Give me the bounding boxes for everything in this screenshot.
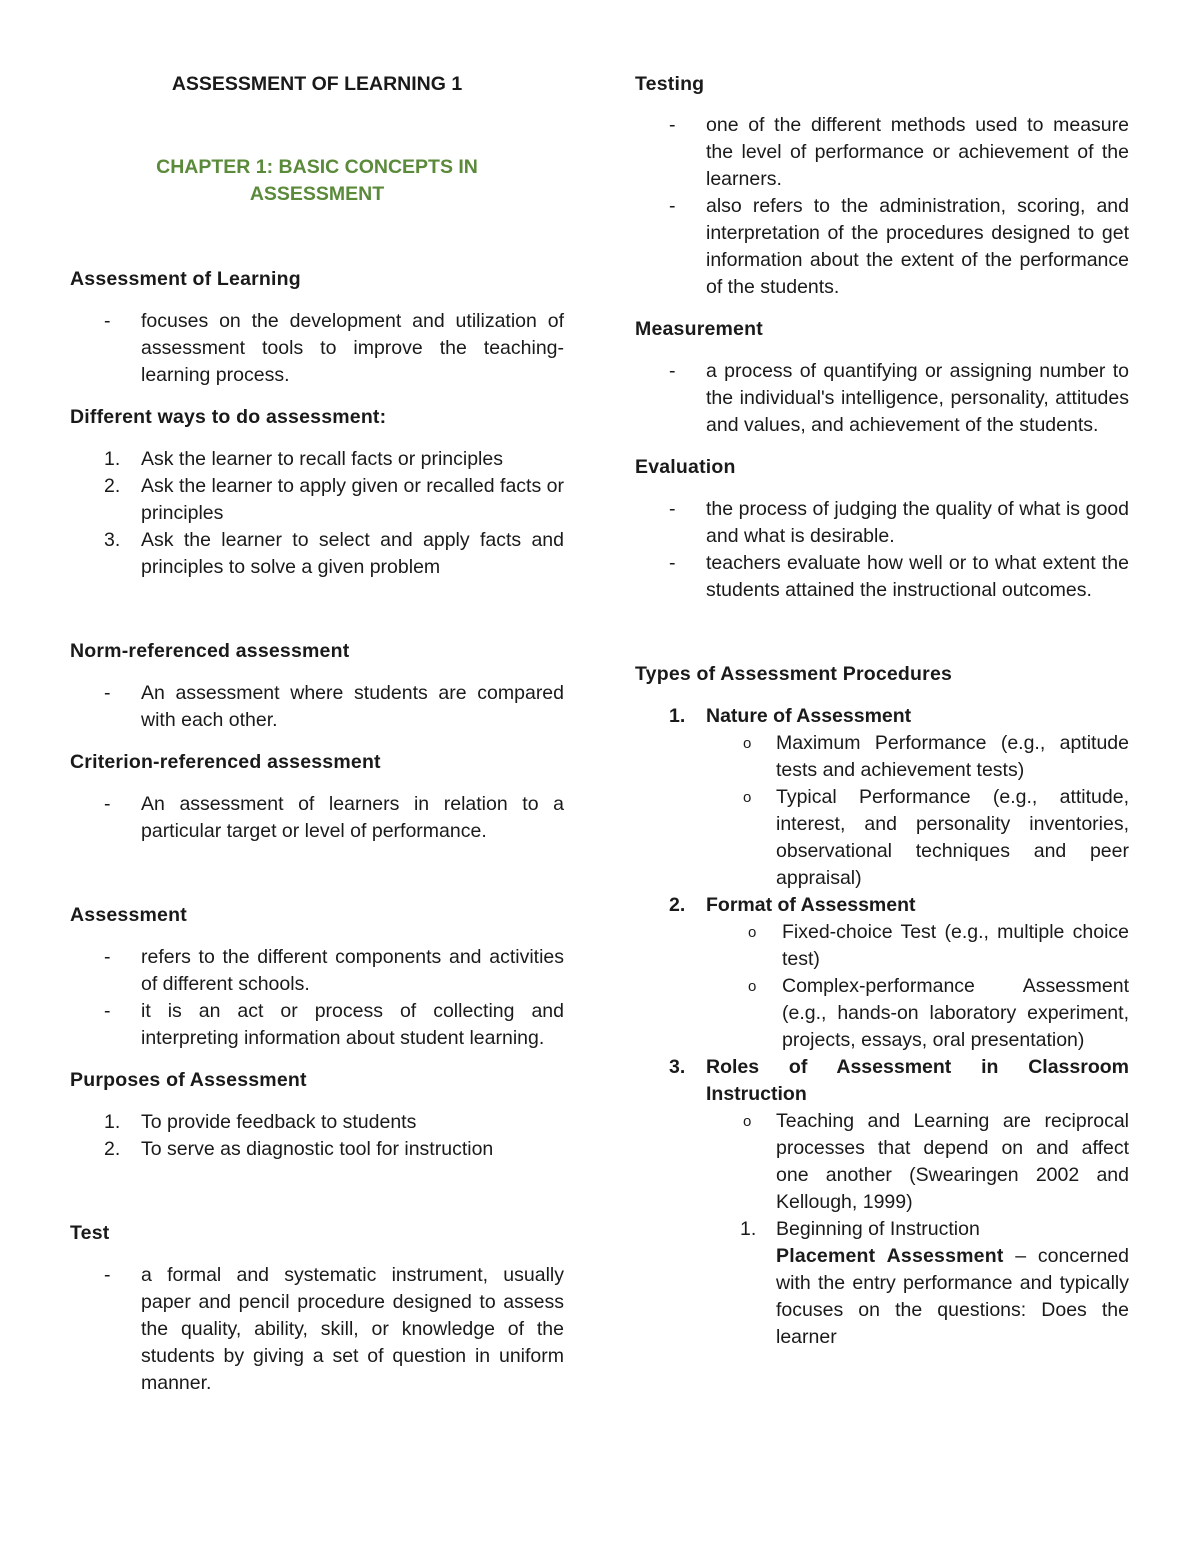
list-item: o Fixed-choice Test (e.g., multiple choice test) — [748, 921, 1129, 970]
test-list — [70, 1262, 564, 1397]
list-item: 3. Roles of Assessment in Classroom Instruction — [669, 1056, 1129, 1105]
list-item: o Complex-performance Assessment (e.g., hands-on laboratory experiment, projects, essays, oral presentation) — [748, 975, 1129, 1051]
testing-list — [635, 112, 1129, 301]
heading-evaluation: Evaluation — [635, 456, 736, 478]
heading-measurement: Measurement — [635, 318, 763, 340]
heading-different-ways: Different ways to do assessment: — [70, 406, 387, 428]
list-item: o Maximum Performance (e.g., aptitude tests and achievement tests) — [743, 732, 1129, 781]
types-list — [635, 703, 1129, 1351]
heading-assessment: Assessment — [70, 904, 187, 926]
norm-referenced-list — [70, 680, 564, 734]
heading-testing: Testing — [635, 73, 705, 95]
list-item: 2. To serve as diagnostic tool for instruction — [104, 1138, 494, 1160]
list-item: - focuses on the development and utilization of assessment tools to improve the teaching-learning process. — [104, 310, 564, 386]
heading-criterion-referenced: Criterion-referenced assessment — [70, 751, 381, 773]
list-item: - An assessment of learners in relation to a particular target or level of performance. — [104, 793, 564, 842]
list-item: 1. Nature of Assessment — [669, 705, 912, 727]
right-column — [635, 70, 1129, 1351]
evaluation-list — [635, 496, 1129, 604]
heading-types-of-assessment: Types of Assessment Procedures — [635, 663, 953, 685]
list-item: - it is an act or process of collecting and interpreting information about student learning. — [104, 1000, 564, 1049]
chapter-title — [70, 154, 564, 208]
different-ways-list — [70, 446, 564, 581]
list-item: 1. To provide feedback to students — [104, 1111, 417, 1133]
list-item: - also refers to the administration, scoring, and interpretation of the procedures designed to get information about the extent of the performance of the students. — [669, 195, 1129, 298]
list-item: 3. Ask the learner to select and apply facts and principles to solve a given problem — [104, 529, 564, 578]
chapter-title-line2: ASSESSMENT — [249, 183, 385, 205]
list-item: 1. Beginning of Instruction Placement Assessment – concerned with the entry performance and typically focuses on the questions: Does the learner — [740, 1218, 1129, 1348]
purposes-list — [70, 1109, 564, 1163]
heading-norm-referenced: Norm-referenced assessment — [70, 640, 350, 662]
list-item: 1. Ask the learner to recall facts or principles — [104, 448, 503, 470]
document-title: ASSESSMENT OF LEARNING 1 — [171, 73, 463, 95]
heading-assessment-of-learning: Assessment of Learning — [70, 268, 301, 290]
list-item: o Typical Performance (e.g., attitude, interest, and personality inventories, observational techniques and peer appraisal) — [743, 786, 1129, 889]
chapter-title-line1: CHAPTER 1: BASIC CONCEPTS IN — [156, 156, 478, 178]
list-item: o Teaching and Learning are reciprocal processes that depend on and affect one another (Swearingen 2002 and Kellough, 1999) — [743, 1110, 1129, 1213]
list-item: - teachers evaluate how well or to what extent the students attained the instructional outcomes. — [669, 552, 1129, 601]
list-item: 2. Format of Assessment — [669, 894, 916, 916]
left-column — [70, 70, 564, 1397]
heading-test: Test — [70, 1222, 110, 1244]
list-item: - a formal and systematic instrument, usually paper and pencil procedure designed to assess the quality, ability, skill, or knowledge of the students by giving a set of question in uniform manner. — [104, 1264, 564, 1394]
criterion-referenced-list — [70, 791, 564, 845]
list-item: - refers to the different components and activities of different schools. — [104, 946, 564, 995]
assessment-of-learning-list — [70, 308, 564, 389]
list-item: - the process of judging the quality of what is good and what is desirable. — [669, 498, 1129, 547]
list-item: 2. Ask the learner to apply given or recalled facts or principles — [104, 475, 564, 524]
heading-purposes: Purposes of Assessment — [70, 1069, 307, 1091]
list-item: - a process of quantifying or assigning number to the individual's intelligence, personality, attitudes and values, and achievement of the students. — [669, 360, 1129, 436]
list-item: - one of the different methods used to measure the level of performance or achievement of the learners. — [669, 114, 1129, 190]
measurement-list — [635, 358, 1129, 439]
list-item: - An assessment where students are compared with each other. — [104, 682, 564, 731]
assessment-list — [70, 944, 564, 1052]
placement-assessment-term: Placement Assessment — [776, 1245, 1004, 1267]
